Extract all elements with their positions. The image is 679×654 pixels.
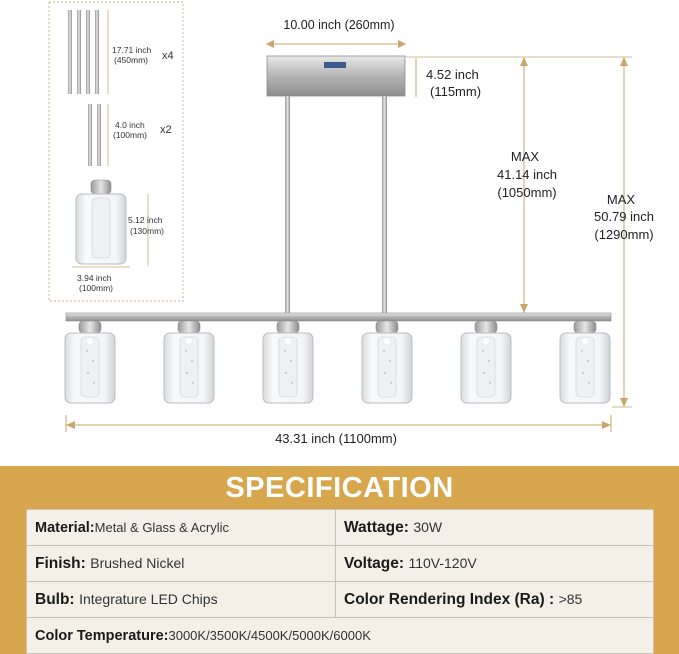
long-rod-quantity: x4	[162, 50, 174, 62]
shade-height: 5.12 inch	[128, 215, 163, 225]
max-total-mm: (1290mm)	[594, 227, 654, 242]
material-label: Material:	[35, 519, 95, 536]
fixture-bar	[66, 313, 611, 321]
voltage-value: 110V-120V	[408, 554, 477, 571]
spec-cell-material	[27, 510, 336, 546]
spec-cell-voltage	[336, 546, 654, 582]
long-rods-graphic	[68, 10, 99, 94]
canopy-height: 4.52 inch	[426, 67, 479, 82]
canopy-width-arrow-right	[398, 40, 406, 48]
bar-length-arrow-right	[602, 421, 611, 429]
finish-label: Finish:	[35, 554, 86, 572]
spec-cell-wattage	[336, 510, 654, 546]
max-total-arrow-bottom	[620, 398, 628, 407]
suspension-rod-right	[382, 96, 387, 314]
max-drop-arrow-top	[520, 57, 528, 66]
shade-width-mm: (100mm)	[79, 283, 114, 293]
spec-cell-finish	[27, 546, 336, 582]
shade-width: 3.94 inch	[77, 273, 112, 283]
color-temperature-value: 3000K/3500K/4500K/5000K/6000K	[168, 627, 371, 643]
max-drop-mm: (1050mm)	[497, 185, 557, 200]
canopy-width: 10.00 inch (260mm)	[283, 18, 395, 32]
short-rods-graphic	[88, 104, 101, 166]
finish-value: Brushed Nickel	[90, 554, 185, 571]
specification-table	[26, 509, 654, 654]
canopy-connector	[324, 62, 346, 68]
canopy-width-arrow-left	[266, 40, 274, 48]
spec-cell-bulb	[27, 582, 336, 618]
max-total-arrow-top	[620, 57, 628, 66]
wattage-value: 30W	[413, 518, 443, 535]
bar-length: 43.31 inch (1100mm)	[275, 431, 397, 446]
specification-title: SPECIFICATION	[225, 472, 454, 504]
spec-cell-color-temperature	[27, 618, 654, 654]
wattage-label: Wattage:	[344, 518, 409, 536]
spec-row	[27, 618, 654, 654]
canopy-height-mm: (115mm)	[430, 84, 482, 99]
max-total-label: MAX	[606, 192, 636, 207]
bar-length-arrow-left	[66, 421, 75, 429]
max-drop-arrow-bottom	[520, 304, 528, 313]
spec-cell-cri	[336, 582, 654, 618]
spec-row	[27, 510, 654, 546]
max-total-inch: 50.79 inch	[594, 209, 654, 224]
material-value: Metal & Glass & Acrylic	[94, 519, 230, 535]
long-rod-length-mm: (450mm)	[114, 55, 149, 65]
short-rod-quantity: x2	[160, 124, 172, 136]
shade-height-mm: (130mm)	[130, 226, 165, 236]
cri-value: >85	[558, 590, 583, 607]
bulb-value: Integrature LED Chips	[79, 590, 218, 607]
spec-row	[27, 546, 654, 582]
fixture-shades	[65, 321, 610, 403]
spec-row	[27, 582, 654, 618]
voltage-label: Voltage:	[344, 554, 404, 572]
long-rod-length: 17.71 inch	[112, 45, 152, 55]
short-rod-length-mm: (100mm)	[113, 130, 148, 140]
cri-label: Color Rendering Index (Ra) :	[344, 590, 555, 608]
max-drop-label: MAX	[510, 149, 540, 164]
short-rod-length: 4.0 inch	[115, 120, 145, 130]
suspension-rod-left	[285, 96, 290, 314]
single-shade-graphic	[76, 180, 126, 264]
color-temperature-label: Color Temperature:	[35, 627, 169, 644]
max-drop-inch: 41.14 inch	[497, 167, 557, 182]
bulb-label: Bulb:	[35, 590, 75, 608]
